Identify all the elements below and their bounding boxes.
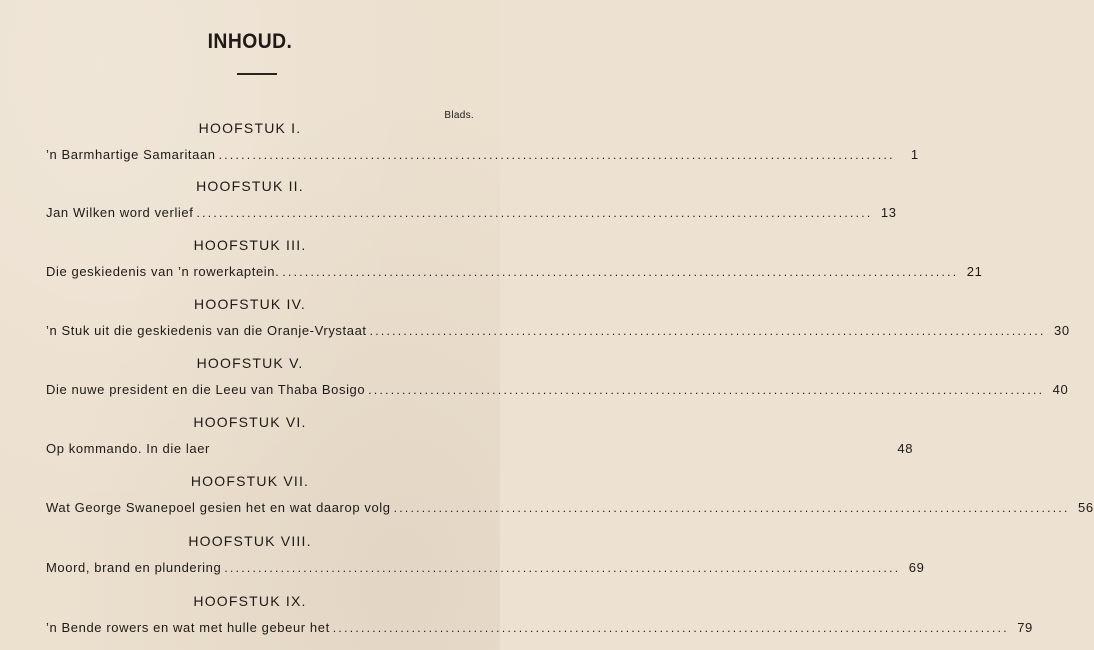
toc-entry[interactable]	[46, 620, 1033, 638]
toc-entry[interactable]	[46, 560, 925, 578]
chapter-heading: HOOFSTUK IV.	[194, 296, 306, 312]
chapter-heading: HOOFSTUK II.	[196, 178, 304, 194]
toc-entry[interactable]	[46, 323, 1070, 341]
chapter-heading: HOOFSTUK VII.	[190, 473, 310, 489]
page-number: 48	[897, 441, 914, 456]
entry-title: Die nuwe president en die Leeu van Thaba Bosigo	[46, 382, 366, 397]
entry-title: ’n Bende rowers en wat met hulle gebeur het	[46, 620, 330, 635]
dot-leader: ........................................................................................................................	[369, 324, 1046, 338]
chapter-heading: HOOFSTUK V.	[196, 355, 304, 371]
page-number: 21	[966, 264, 983, 279]
page-number: 30	[1054, 323, 1070, 338]
entry-title: Jan Wilken word verlief	[46, 205, 194, 220]
page-number: 79	[1017, 620, 1033, 635]
title-divider	[237, 73, 277, 75]
chapter-heading: HOOFSTUK III.	[193, 237, 307, 253]
page-number: 40	[1052, 382, 1069, 397]
page-column-label: Blads.	[444, 110, 474, 121]
entry-title: Wat George Swanepoel gesien het en wat daarop volg	[46, 500, 391, 515]
entry-title: ’n Barmhartige Samaritaan	[46, 147, 216, 162]
toc-entry[interactable]	[46, 441, 914, 459]
dot-leader: ........................................................................................................................	[224, 561, 901, 575]
toc-entry[interactable]	[46, 382, 1069, 400]
toc-entry[interactable]	[46, 147, 919, 165]
page-number: 69	[908, 560, 925, 575]
page-number: 13	[880, 205, 897, 220]
entry-title: Moord, brand en plundering	[46, 560, 222, 575]
entry-title: Die geskiedenis van ’n rowerkaptein.	[46, 264, 280, 279]
dot-leader: ........................................................................................................................	[218, 148, 895, 162]
page-title: INHOUD.	[207, 30, 293, 53]
chapter-heading: HOOFSTUK IX.	[193, 593, 307, 609]
chapter-heading: HOOFSTUK VI.	[193, 414, 307, 430]
dot-leader: ........................................................................................................................	[282, 265, 959, 279]
entry-title: ’n Stuk uit die geskiedenis van die Oranje-Vrystaat	[46, 323, 367, 338]
toc-entry[interactable]	[46, 205, 897, 223]
chapter-heading: HOOFSTUK I.	[198, 120, 302, 136]
dot-leader: ........................................................................................................................	[368, 383, 1045, 397]
chapter-heading: HOOFSTUK VIII.	[188, 533, 312, 549]
dot-leader: ........................................................................................................................	[332, 621, 1009, 635]
page-number: 56	[1078, 500, 1094, 515]
dot-leader: ........................................................................................................................	[393, 501, 1070, 515]
toc-entry[interactable]	[46, 264, 983, 282]
dot-leader: ........................................................................................................................	[196, 206, 873, 220]
toc-entry[interactable]	[46, 500, 1094, 518]
entry-title: Op kommando. In die laer	[46, 441, 210, 456]
page-number: 1	[910, 147, 919, 162]
